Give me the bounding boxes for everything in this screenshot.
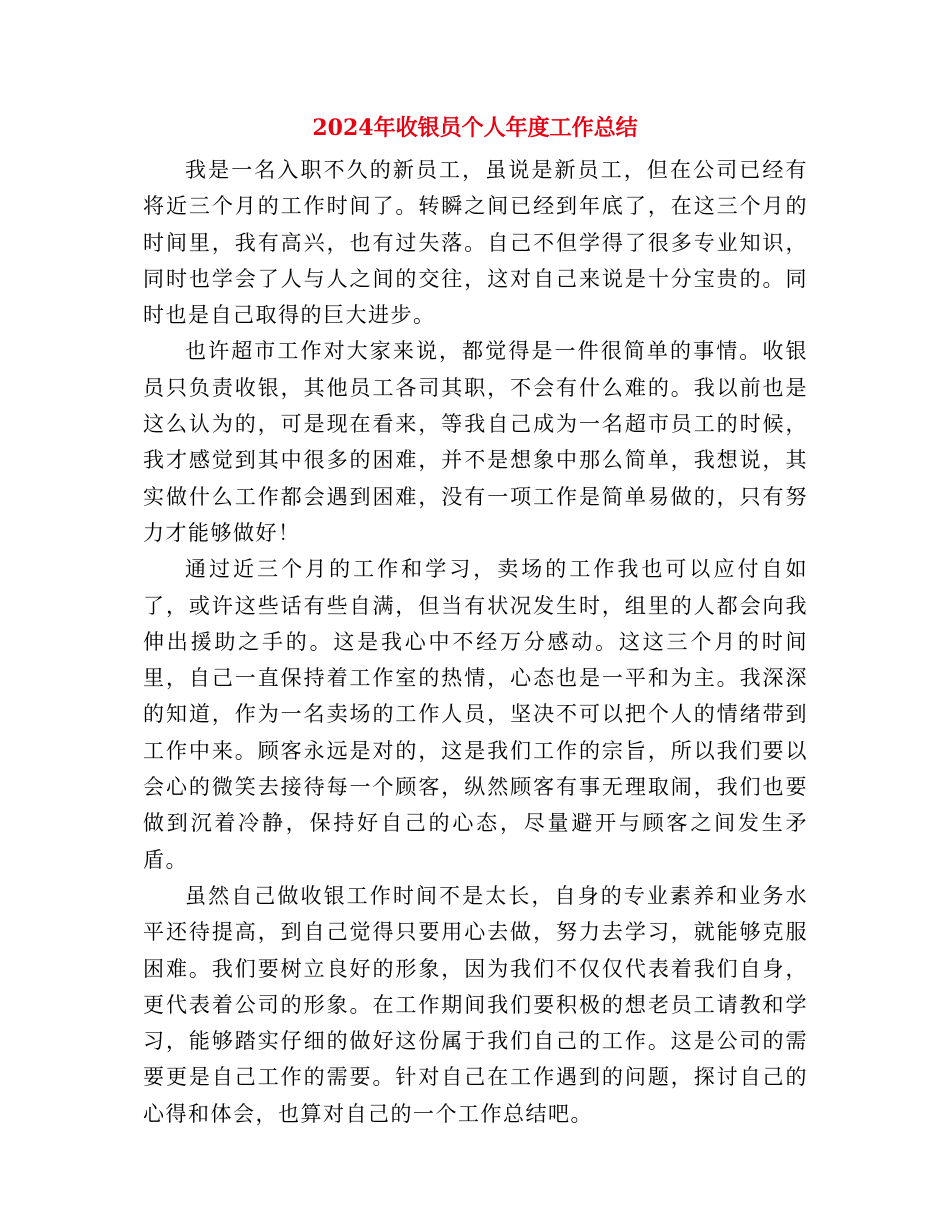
document-body [143,152,808,1132]
paragraph-2: 也许超市工作对大家来说，都觉得是一件很简单的事情。收银员只负责收银，其他员工各司其职，不会有什么难的。我以前也是这么认为的，可是现在看来，等我自己成为一名超市员工的时候，我才感觉到其中很多的困难，并不是想象中那么简单，我想说，其实做什么工作都会遇到困难，没有一项工作是简单易做的，只有努力才能够做好！ [143,339,808,545]
paragraph-4: 虽然自己做收银工作时间不是太长，自身的专业素养和业务水平还待提高，到自己觉得只要用心去做，努力去学习，就能够克服困难。我们要树立良好的形象，因为我们不仅仅代表着我们自身，更代表着公司的形象。在工作期间我们要积极的想老员工请教和学习，能够踏实仔细的做好这份属于我们自己的工作。这是公司的需要更是自己工作的需要。针对自己在工作遇到的问题，探讨自己的心得和体会，也算对自己的一个工作总结吧。 [143,883,808,1126]
paragraph-1: 我是一名入职不久的新员工，虽说是新员工，但在公司已经有将近三个月的工作时间了。转瞬之间已经到年底了，在这三个月的时间里，我有高兴，也有过失落。自己不但学得了很多专业知识，同时也学会了人与人之间的交往，这对自己来说是十分宝贵的。同时也是自己取得的巨大进步。 [143,158,808,328]
document-title: 2024年收银员个人年度工作总结 [312,115,638,141]
paragraph-3: 通过近三个月的工作和学习，卖场的工作我也可以应付自如了，或许这些话有些自满，但当有状况发生时，组里的人都会向我伸出援助之手的。这是我心中不经万分感动。这这三个月的时间里，自己一直保持着工作室的热情，心态也是一平和为主。我深深的知道，作为一名卖场的工作人员，坚决不可以把个人的情绪带到工作中来。顾客永远是对的，这是我们工作的宗旨，所以我们要以会心的微笑去接待每一个顾客，纵然顾客有事无理取闹，我们也要做到沉着冷静，保持好自己的心态，尽量避开与顾客之间发生矛盾。 [143,557,808,872]
